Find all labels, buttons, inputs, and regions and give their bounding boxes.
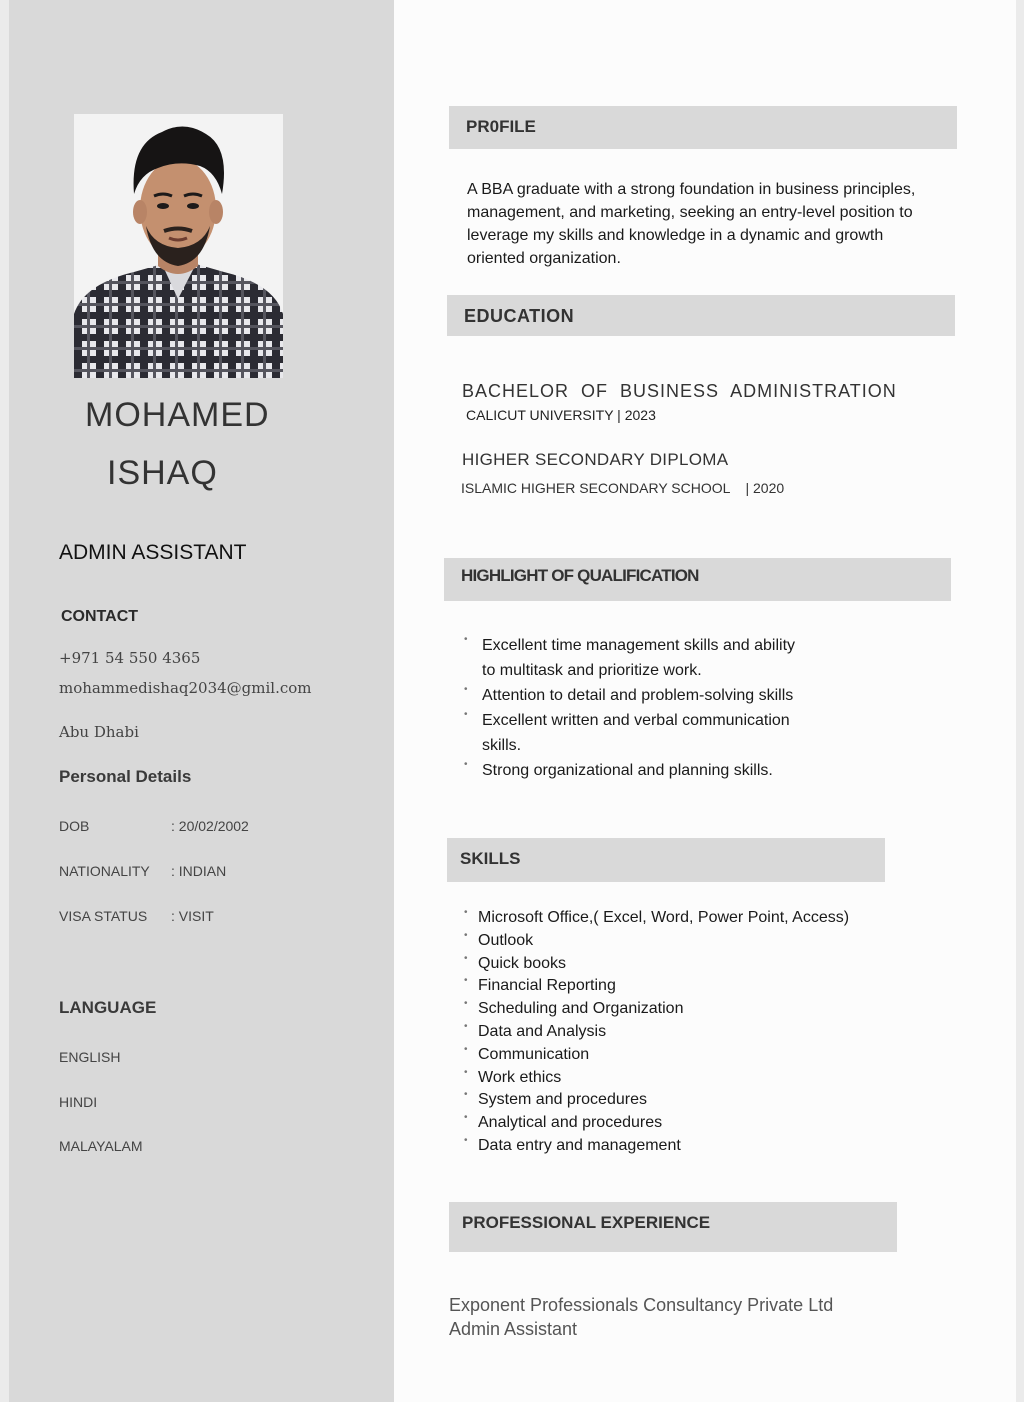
education-degree: BACHELOR OF BUSINESS ADMINISTRATION [462, 381, 897, 401]
profile-summary [467, 178, 915, 270]
list-item: • Data and Analysis [464, 1021, 849, 1044]
bullet-icon: • [464, 759, 468, 770]
personal-value-dob: : 20/02/2002 [171, 818, 249, 834]
list-item: • Outlook [464, 930, 849, 953]
personal-value-nationality: : INDIAN [171, 863, 227, 879]
bullet-icon: • [464, 929, 468, 941]
skills-heading: SKILLS [460, 849, 521, 868]
personal-label-visa: VISA STATUS [59, 908, 148, 924]
list-item: • Communication [464, 1044, 849, 1067]
profile-line: A BBA graduate with a strong foundation in business principles, [467, 181, 916, 198]
list-item: • Microsoft Office,( Excel, Word, Power Point, Access) [464, 907, 849, 930]
contact-phone: +971 54 550 4365 [59, 649, 201, 667]
job-title: ADMIN ASSISTANT [59, 541, 247, 564]
contact-location: Abu Dhabi [59, 723, 139, 741]
qualification-list [464, 633, 812, 783]
bullet-icon: • [464, 709, 468, 720]
list-item: • System and procedures [464, 1089, 849, 1112]
education-degree: HIGHER SECONDARY DIPLOMA [462, 450, 729, 469]
list-item: • Quick books [464, 953, 849, 976]
qualification-heading: HIGHLIGHT OF QUALIFICATION [461, 566, 699, 585]
profile-line: oriented organization. [467, 250, 621, 267]
list-item: • Work ethics [464, 1067, 849, 1090]
page-edge-bottom [0, 1402, 1024, 1418]
list-item: • Excellent written and verbal communication skills. [464, 708, 812, 758]
personal-label-nationality: NATIONALITY [59, 863, 150, 879]
bullet-icon: • [464, 907, 468, 918]
bullet-icon: • [464, 1020, 468, 1032]
bullet-icon: • [464, 1134, 468, 1146]
experience-heading: PROFESSIONAL EXPERIENCE [462, 1213, 711, 1232]
bullet-icon: • [464, 1066, 468, 1078]
bullet-icon: • [464, 1089, 468, 1101]
profile-line: leverage my skills and knowledge in a dynamic and growth [467, 227, 884, 244]
bullet-icon: • [464, 975, 468, 987]
bullet-icon: • [464, 634, 468, 645]
bullet-icon: • [464, 1043, 468, 1055]
list-item: • Attention to detail and problem-solving skills [464, 683, 812, 708]
education-heading: EDUCATION [464, 306, 575, 326]
language-item: MALAYALAM [59, 1138, 143, 1154]
experience-company: Exponent Professionals Consultancy Private Ltd [449, 1295, 834, 1315]
page-edge-right [1016, 0, 1024, 1418]
personal-label-dob: DOB [59, 818, 90, 834]
education-institution: ISLAMIC HIGHER SECONDARY SCHOOL | 2020 [461, 480, 785, 496]
profile-heading: PR0FILE [466, 117, 536, 136]
list-item: • Strong organizational and planning skills. [464, 758, 812, 783]
experience-position: Admin Assistant [449, 1319, 578, 1339]
bullet-icon: • [464, 998, 468, 1010]
bullet-icon: • [464, 684, 468, 695]
list-item: • Financial Reporting [464, 975, 849, 998]
contact-email: mohammedishaq2034@gmil.com [59, 679, 312, 697]
contact-heading: CONTACT [61, 608, 139, 625]
bullet-icon: • [464, 952, 468, 964]
language-heading: LANGUAGE [59, 998, 157, 1017]
language-item: HINDI [59, 1094, 98, 1110]
personal-details-heading: Personal Details [59, 767, 192, 786]
page-edge-left [0, 0, 9, 1418]
profile-line: management, and marketing, seeking an entry-level position to [467, 204, 913, 221]
personal-value-visa: : VISIT [171, 908, 214, 924]
education-institution: CALICUT UNIVERSITY | 2023 [466, 407, 656, 423]
language-item: ENGLISH [59, 1049, 121, 1065]
list-item: • Excellent time management skills and ability to multitask and prioritize work. [464, 633, 812, 683]
name-last: ISHAQ [107, 454, 218, 492]
name-first: MOHAMED [85, 396, 270, 434]
profile-photo [74, 114, 283, 378]
list-item: • Scheduling and Organization [464, 998, 849, 1021]
list-item: • Analytical and procedures [464, 1112, 849, 1135]
bullet-icon: • [464, 1112, 468, 1124]
list-item: • Data entry and management [464, 1135, 849, 1158]
skills-list [464, 907, 849, 1158]
